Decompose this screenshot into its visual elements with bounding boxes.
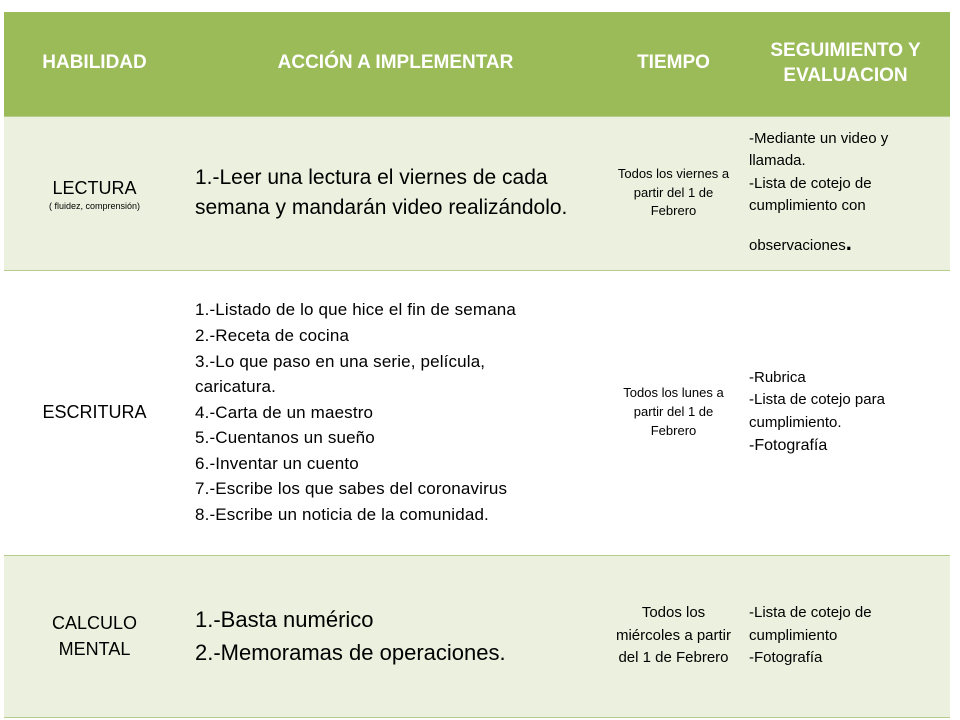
action-item: 6.-Inventar un cuento (195, 453, 359, 473)
action-item: 7.-Escribe los que sabes del coronavirus (195, 479, 508, 499)
action-item: 1.-Listado de lo que hice el fin de semana (195, 300, 517, 320)
action-item: 5.-Cuentanos un sueño (195, 428, 375, 448)
skill-label-escritura: ESCRITURA (42, 402, 147, 423)
eval-cell-lectura (741, 116, 950, 270)
time-cell-escritura: Todos los lunes a partir del 1 de Febrero (606, 270, 741, 555)
header-habilidad: HABILIDAD (42, 52, 147, 74)
action-cell-lectura (185, 116, 606, 270)
table-row-escritura (4, 270, 950, 555)
action-item: 8.-Escribe un noticia de la comunidad. (195, 505, 489, 525)
eval-item: -Mediante un video y llamada. (749, 129, 889, 169)
skill-sublabel-lectura: ( fluidez, comprensión) (48, 200, 141, 211)
action-plan-table (4, 12, 950, 718)
skill-label-lectura: LECTURA (52, 177, 137, 198)
header-seguimiento-line1: SEGUIMIENTO Y (770, 40, 921, 62)
eval-end-mark: . (845, 229, 852, 255)
eval-item: observaciones (749, 236, 846, 254)
table-row-calculo (4, 555, 950, 717)
time-cell-lectura: Todos los viernes a partir del 1 de Febrero (606, 116, 741, 270)
time-cell-calculo: Todos los miércoles a partir del 1 de Febrero (606, 555, 741, 717)
skill-label-calculo-2: MENTAL (58, 639, 131, 659)
action-item: 1.-Leer una lectura el viernes de cada semana y mandarán video realizándolo. (195, 166, 568, 219)
eval-item: -Lista de cotejo de cumplimiento con (749, 174, 872, 214)
action-cell-calculo (185, 555, 606, 717)
eval-cell-escritura (741, 270, 950, 555)
header-seguimiento-line2: EVALUACION (783, 64, 908, 86)
skill-cell-calculo (4, 555, 185, 717)
header-tiempo: TIEMPO (637, 52, 710, 74)
table-row-lectura (4, 116, 950, 270)
eval-item: -Lista de cotejo para cumplimiento. (749, 391, 885, 431)
skill-cell-lectura (4, 116, 185, 270)
skill-cell-escritura (4, 270, 185, 555)
action-item: 3.-Lo que paso en una serie, película, caricatura. (195, 351, 486, 397)
table-header-row (4, 12, 950, 116)
action-item: 4.-Carta de un maestro (195, 402, 374, 422)
eval-cell-calculo (741, 555, 950, 717)
eval-item: -Fotografía (749, 437, 828, 455)
action-cell-escritura (185, 270, 606, 555)
eval-item: -Lista de cotejo de cumplimiento (749, 604, 872, 644)
action-item: 2.-Receta de cocina (195, 325, 350, 345)
header-seguimiento (741, 12, 950, 116)
header-accion: ACCIÓN A IMPLEMENTAR (277, 52, 514, 74)
skill-label-calculo-1: CALCULO (51, 612, 138, 633)
action-item: 2.-Memoramas de operaciones. (195, 640, 506, 665)
eval-item: -Rubrica (749, 368, 806, 386)
eval-item: -Fotografía (749, 649, 823, 667)
action-item: 1.-Basta numérico (195, 607, 374, 632)
